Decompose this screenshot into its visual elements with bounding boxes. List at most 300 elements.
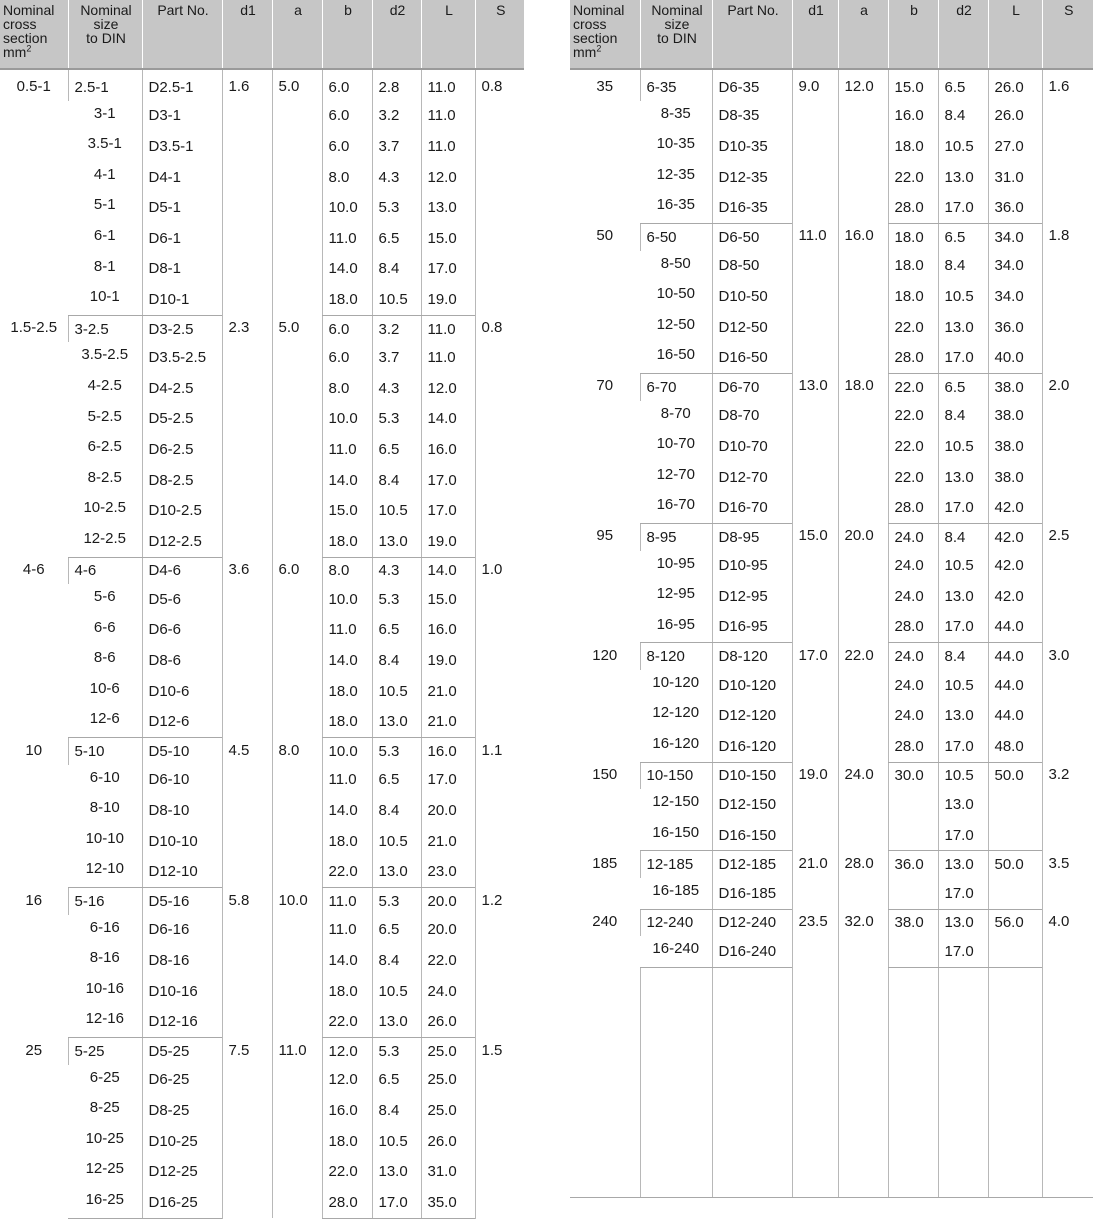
b-cell: 22.0	[322, 1006, 372, 1037]
l-cell: 15.0	[421, 584, 475, 615]
d2-cell: 5.3	[372, 888, 421, 915]
header-nominal-size: Nominal size to DIN	[68, 0, 142, 69]
part-no-cell: D4-1	[142, 162, 222, 193]
a-cell: 5.0	[272, 74, 322, 315]
d2-cell: 10.5	[372, 676, 421, 707]
nominal-size-cell: 8-6	[93, 649, 116, 667]
l-cell: 11.0	[421, 342, 475, 373]
part-no-cell: D5-1	[142, 192, 222, 223]
l-cell: 44.0	[988, 670, 1042, 701]
l-cell: 26.0	[988, 101, 1042, 132]
part-no-cell: D2.5-1	[142, 74, 222, 101]
d2-cell: 10.5	[372, 826, 421, 857]
nominal-size-cell: 4-1	[93, 165, 116, 183]
header-b: b	[888, 0, 938, 69]
b-cell: 18.0	[322, 526, 372, 557]
d2-cell: 17.0	[938, 936, 988, 967]
b-cell: 16.0	[888, 101, 938, 132]
d2-cell: 17.0	[938, 820, 988, 851]
nominal-size-cell: 16-70	[640, 492, 712, 523]
part-no-cell: D12-120	[712, 700, 792, 731]
filler-cell	[712, 967, 792, 1198]
a-cell: 10.0	[272, 888, 322, 1038]
l-cell: 36.0	[988, 312, 1042, 343]
header-part-no: Part No.	[142, 0, 222, 69]
d1-cell: 13.0	[792, 373, 838, 523]
b-cell: 14.0	[322, 254, 372, 285]
d2-cell: 13.0	[938, 789, 988, 820]
nominal-size-cell: 2.5-1	[68, 74, 142, 101]
table-row	[570, 762, 1093, 789]
d1-cell: 2.3	[222, 315, 272, 557]
b-cell: 11.0	[322, 615, 372, 646]
header-l: L	[988, 0, 1042, 69]
cross-section-cell: 70	[596, 377, 614, 395]
d1-cell: 9.0	[792, 74, 838, 223]
b-cell: 14.0	[322, 945, 372, 976]
d2-cell: 6.5	[372, 1065, 421, 1096]
d2-cell: 5.3	[372, 584, 421, 615]
l-cell: 26.0	[988, 74, 1042, 101]
nominal-size-cell: 10-1	[68, 284, 142, 315]
l-cell: 42.0	[988, 523, 1042, 550]
a-cell: 16.0	[838, 223, 888, 373]
filler-cell	[938, 967, 988, 1198]
part-no-cell: D16-35	[712, 192, 792, 223]
b-cell: 18.0	[322, 706, 372, 737]
b-cell: 12.0	[322, 1038, 372, 1065]
nominal-size-cell: 6-35	[640, 74, 712, 101]
l-cell: 38.0	[988, 401, 1042, 432]
d2-cell: 17.0	[938, 731, 988, 762]
s-cell: 0.8	[475, 315, 524, 557]
d2-cell: 17.0	[372, 1187, 421, 1218]
part-no-cell: D3-1	[142, 101, 222, 132]
l-cell: 17.0	[421, 495, 475, 526]
b-cell	[888, 936, 938, 967]
b-cell: 11.0	[322, 888, 372, 915]
l-cell: 44.0	[988, 643, 1042, 670]
part-no-cell: D10-120	[712, 670, 792, 701]
d2-cell: 8.4	[938, 401, 988, 432]
cross-section-cell: 1.5-2.5	[10, 319, 58, 337]
b-cell: 30.0	[888, 762, 938, 789]
b-cell: 28.0	[888, 192, 938, 223]
b-cell: 6.0	[322, 315, 372, 342]
table-row	[570, 523, 1093, 550]
l-cell: 16.0	[421, 615, 475, 646]
d2-cell: 3.7	[372, 342, 421, 373]
part-no-cell: D8-1	[142, 254, 222, 285]
d1-cell: 15.0	[792, 523, 838, 642]
a-cell: 8.0	[272, 738, 322, 888]
b-cell: 8.0	[322, 162, 372, 193]
b-cell: 22.0	[888, 431, 938, 462]
l-cell: 19.0	[421, 284, 475, 315]
d2-cell: 13.0	[938, 700, 988, 731]
b-cell: 15.0	[888, 74, 938, 101]
part-no-cell: D10-70	[712, 431, 792, 462]
header-d1: d1	[792, 0, 838, 69]
table-row	[570, 223, 1093, 250]
b-cell: 16.0	[322, 1095, 372, 1126]
nominal-size-cell: 10-70	[656, 435, 695, 453]
l-cell: 20.0	[421, 888, 475, 915]
l-cell: 31.0	[988, 162, 1042, 193]
a-cell: 6.0	[272, 557, 322, 738]
b-cell: 18.0	[322, 826, 372, 857]
l-cell: 44.0	[988, 612, 1042, 643]
header-d2: d2	[372, 0, 421, 69]
header-nominal-size: Nominal size to DIN	[640, 0, 712, 69]
b-cell: 18.0	[888, 131, 938, 162]
d2-cell: 8.4	[938, 101, 988, 132]
d2-cell: 4.3	[372, 557, 421, 584]
part-no-cell: D16-185	[712, 878, 792, 909]
l-cell: 17.0	[421, 254, 475, 285]
b-cell: 6.0	[322, 74, 372, 101]
nominal-size-cell: 4-2.5	[87, 376, 122, 394]
header-s: S	[1042, 0, 1093, 69]
l-cell: 25.0	[421, 1038, 475, 1065]
d2-cell: 5.3	[372, 192, 421, 223]
l-cell	[988, 789, 1042, 820]
part-no-cell: D8-95	[712, 523, 792, 550]
nominal-size-cell: 8-35	[660, 104, 691, 122]
b-cell: 24.0	[888, 581, 938, 612]
s-cell: 0.8	[475, 74, 524, 315]
part-no-cell: D12-25	[142, 1156, 222, 1187]
a-cell: 32.0	[838, 909, 888, 967]
part-no-cell: D12-95	[712, 581, 792, 612]
table-row	[0, 1038, 524, 1065]
b-cell: 22.0	[888, 312, 938, 343]
d1-cell: 1.6	[222, 74, 272, 315]
nominal-size-cell: 8-1	[93, 257, 116, 275]
d2-cell: 10.5	[938, 431, 988, 462]
l-cell	[988, 936, 1042, 967]
part-no-cell: D5-6	[142, 584, 222, 615]
b-cell: 22.0	[888, 462, 938, 493]
nominal-size-cell: 5-25	[68, 1038, 142, 1065]
d2-cell: 10.5	[938, 551, 988, 582]
d2-cell: 3.2	[372, 315, 421, 342]
a-cell: 24.0	[838, 762, 888, 851]
b-cell: 28.0	[888, 342, 938, 373]
cable-lug-table-right	[570, 0, 1093, 1198]
nominal-size-cell: 10-16	[85, 979, 124, 997]
l-cell: 22.0	[421, 945, 475, 976]
nominal-size-cell: 10-150	[640, 762, 712, 789]
table-body-left	[0, 69, 524, 1218]
cross-section-cell: 16	[25, 891, 43, 909]
part-no-cell: D16-150	[712, 820, 792, 851]
l-cell: 23.0	[421, 856, 475, 887]
part-no-cell: D12-16	[142, 1006, 222, 1037]
l-cell: 34.0	[988, 251, 1042, 282]
nominal-size-cell: 8-2.5	[87, 468, 122, 486]
b-cell: 24.0	[888, 523, 938, 550]
d2-cell: 8.4	[372, 645, 421, 676]
d2-cell: 8.4	[938, 643, 988, 670]
part-no-cell: D16-95	[712, 612, 792, 643]
part-no-cell: D8-70	[712, 401, 792, 432]
part-no-cell: D10-10	[142, 826, 222, 857]
nominal-size-cell: 6-70	[640, 373, 712, 400]
d2-cell: 6.5	[372, 765, 421, 796]
filler-cell	[792, 967, 838, 1198]
nominal-size-cell: 16-35	[640, 192, 712, 223]
part-no-cell: D12-150	[712, 789, 792, 820]
nominal-size-cell: 16-95	[640, 612, 712, 643]
b-cell: 36.0	[888, 851, 938, 878]
l-cell: 21.0	[421, 676, 475, 707]
nominal-size-cell: 12-50	[656, 315, 695, 333]
header-s: S	[475, 0, 524, 69]
l-cell: 11.0	[421, 131, 475, 162]
part-no-cell: D5-2.5	[142, 404, 222, 435]
cross-section-cell: 185	[592, 854, 618, 872]
nominal-size-cell: 8-95	[640, 523, 712, 550]
filler-cell	[888, 967, 938, 1198]
part-no-cell: D10-150	[712, 762, 792, 789]
nominal-size-cell: 6-25	[89, 1068, 120, 1086]
part-no-cell: D10-16	[142, 976, 222, 1007]
d1-cell: 17.0	[792, 643, 838, 762]
d2-cell: 13.0	[372, 526, 421, 557]
d2-cell: 13.0	[372, 1006, 421, 1037]
nominal-size-cell: 12-150	[652, 793, 700, 811]
cross-section-cell: 95	[596, 527, 614, 545]
d2-cell: 6.5	[372, 615, 421, 646]
nominal-size-cell: 3.5-1	[87, 135, 122, 153]
a-cell: 22.0	[838, 643, 888, 762]
nominal-size-cell: 10-10	[85, 829, 124, 847]
d1-cell: 5.8	[222, 888, 272, 1038]
l-cell: 42.0	[988, 581, 1042, 612]
d2-cell: 10.5	[372, 495, 421, 526]
nominal-size-cell: 10-6	[89, 679, 120, 697]
d2-cell: 6.5	[372, 434, 421, 465]
b-cell: 6.0	[322, 101, 372, 132]
b-cell: 14.0	[322, 795, 372, 826]
b-cell: 22.0	[322, 856, 372, 887]
part-no-cell: D3-2.5	[142, 315, 222, 342]
l-cell: 17.0	[421, 765, 475, 796]
l-cell: 38.0	[988, 431, 1042, 462]
l-cell: 42.0	[988, 492, 1042, 523]
d2-cell: 5.3	[372, 1038, 421, 1065]
l-cell: 35.0	[421, 1187, 475, 1218]
part-no-cell: D12-70	[712, 462, 792, 493]
s-cell: 1.2	[475, 888, 524, 1038]
part-no-cell: D10-50	[712, 281, 792, 312]
d2-cell: 6.5	[372, 223, 421, 254]
b-cell: 10.0	[322, 192, 372, 223]
l-cell: 40.0	[988, 342, 1042, 373]
d2-cell: 8.4	[372, 1095, 421, 1126]
part-no-cell: D10-35	[712, 131, 792, 162]
s-cell: 2.0	[1042, 373, 1093, 523]
a-cell: 11.0	[272, 1038, 322, 1219]
part-no-cell: D8-10	[142, 795, 222, 826]
nominal-size-cell: 16-25	[68, 1187, 142, 1218]
a-cell: 28.0	[838, 851, 888, 909]
d2-cell: 10.5	[372, 1126, 421, 1157]
header-nominal-cross-section: Nominal cross section $mm^2$	[0, 0, 68, 69]
b-cell	[888, 820, 938, 851]
b-cell: 28.0	[888, 612, 938, 643]
nominal-size-cell: 12-10	[68, 856, 142, 887]
b-cell: 10.0	[322, 584, 372, 615]
part-no-cell: D6-50	[712, 223, 792, 250]
l-cell: 14.0	[421, 557, 475, 584]
nominal-size-cell: 10-25	[85, 1129, 124, 1147]
b-cell: 11.0	[322, 223, 372, 254]
part-no-cell: D8-35	[712, 101, 792, 132]
b-cell: 28.0	[888, 731, 938, 762]
b-cell: 11.0	[322, 434, 372, 465]
part-no-cell: D12-35	[712, 162, 792, 193]
b-cell: 28.0	[322, 1187, 372, 1218]
l-cell: 12.0	[421, 373, 475, 404]
s-cell: 1.5	[475, 1038, 524, 1219]
cross-section-cell: 50	[596, 227, 614, 245]
b-cell: 24.0	[888, 643, 938, 670]
d2-cell: 8.4	[938, 523, 988, 550]
nominal-size-cell: 8-16	[89, 949, 120, 967]
d2-cell: 17.0	[938, 492, 988, 523]
l-cell: 38.0	[988, 373, 1042, 400]
part-no-cell: D12-10	[142, 856, 222, 887]
l-cell: 48.0	[988, 731, 1042, 762]
l-cell: 42.0	[988, 551, 1042, 582]
d2-cell: 4.3	[372, 162, 421, 193]
filler-cell	[570, 967, 640, 1198]
nominal-size-cell: 16-120	[640, 731, 712, 762]
l-cell: 26.0	[421, 1006, 475, 1037]
part-no-cell: D8-50	[712, 251, 792, 282]
d2-cell: 8.4	[372, 254, 421, 285]
header-a: a	[838, 0, 888, 69]
s-cell: 1.1	[475, 738, 524, 888]
b-cell: 12.0	[322, 1065, 372, 1096]
d1-cell: 23.5	[792, 909, 838, 967]
part-no-cell: D10-25	[142, 1126, 222, 1157]
l-cell: 25.0	[421, 1095, 475, 1126]
b-cell	[888, 789, 938, 820]
header-nominal-cross-section: Nominal cross section $mm^2$	[570, 0, 640, 69]
l-cell: 19.0	[421, 645, 475, 676]
b-cell: 15.0	[322, 495, 372, 526]
d2-cell: 8.4	[372, 465, 421, 496]
b-cell: 10.0	[322, 738, 372, 765]
d2-cell: 10.5	[938, 762, 988, 789]
l-cell: 34.0	[988, 281, 1042, 312]
b-cell: 18.0	[888, 251, 938, 282]
d2-cell: 6.5	[372, 915, 421, 946]
b-cell: 28.0	[888, 492, 938, 523]
d2-cell: 5.3	[372, 738, 421, 765]
part-no-cell: D6-2.5	[142, 434, 222, 465]
l-cell: 44.0	[988, 700, 1042, 731]
l-cell: 56.0	[988, 909, 1042, 936]
nominal-size-cell: 12-95	[656, 585, 695, 603]
s-cell: 3.5	[1042, 851, 1093, 909]
l-cell: 11.0	[421, 74, 475, 101]
part-no-cell: D10-95	[712, 551, 792, 582]
l-cell: 11.0	[421, 315, 475, 342]
b-cell: 8.0	[322, 557, 372, 584]
filler-cell	[640, 967, 712, 1198]
d1-cell: 19.0	[792, 762, 838, 851]
l-cell: 12.0	[421, 162, 475, 193]
d2-cell: 2.8	[372, 74, 421, 101]
d2-cell: 4.3	[372, 373, 421, 404]
table-row	[570, 909, 1093, 936]
part-no-cell: D8-6	[142, 645, 222, 676]
l-cell: 20.0	[421, 795, 475, 826]
s-cell: 4.0	[1042, 909, 1093, 967]
table-row	[0, 738, 524, 765]
l-cell: 16.0	[421, 738, 475, 765]
d1-cell: 4.5	[222, 738, 272, 888]
b-cell: 24.0	[888, 551, 938, 582]
d2-cell: 17.0	[938, 612, 988, 643]
l-cell	[988, 820, 1042, 851]
part-no-cell: D8-16	[142, 945, 222, 976]
b-cell: 14.0	[322, 465, 372, 496]
l-cell: 17.0	[421, 465, 475, 496]
d2-cell: 13.0	[372, 1156, 421, 1187]
s-cell: 3.0	[1042, 643, 1093, 762]
table-row	[570, 643, 1093, 670]
a-cell: 18.0	[838, 373, 888, 523]
part-no-cell: D6-35	[712, 74, 792, 101]
cross-section-cell: 4-6	[22, 561, 45, 578]
a-cell: 12.0	[838, 74, 888, 223]
part-no-cell: D16-120	[712, 731, 792, 762]
table-row	[0, 888, 524, 915]
cross-section-cell: 240	[592, 913, 618, 931]
table-row	[0, 557, 524, 584]
nominal-size-cell: 10-120	[652, 673, 700, 691]
d2-cell: 8.4	[372, 795, 421, 826]
nominal-size-cell: 12-240	[640, 909, 712, 936]
part-no-cell: D6-1	[142, 223, 222, 254]
header-d1: d1	[222, 0, 272, 69]
nominal-size-cell: 5-16	[68, 888, 142, 915]
b-cell: 38.0	[888, 909, 938, 936]
l-cell: 16.0	[421, 434, 475, 465]
d2-cell: 13.0	[938, 909, 988, 936]
part-no-cell: D12-2.5	[142, 526, 222, 557]
nominal-size-cell: 5-1	[93, 196, 116, 214]
part-no-cell: D3.5-1	[142, 131, 222, 162]
nominal-size-cell: 5-2.5	[87, 407, 122, 425]
d2-cell: 3.7	[372, 131, 421, 162]
part-no-cell: D12-50	[712, 312, 792, 343]
header-a: a	[272, 0, 322, 69]
l-cell: 21.0	[421, 826, 475, 857]
part-no-cell: D5-16	[142, 888, 222, 915]
d1-cell: 7.5	[222, 1038, 272, 1219]
cross-section-cell: 10	[25, 741, 43, 759]
l-cell: 25.0	[421, 1065, 475, 1096]
d2-cell: 8.4	[372, 945, 421, 976]
b-cell: 14.0	[322, 645, 372, 676]
d2-cell: 6.5	[938, 74, 988, 101]
